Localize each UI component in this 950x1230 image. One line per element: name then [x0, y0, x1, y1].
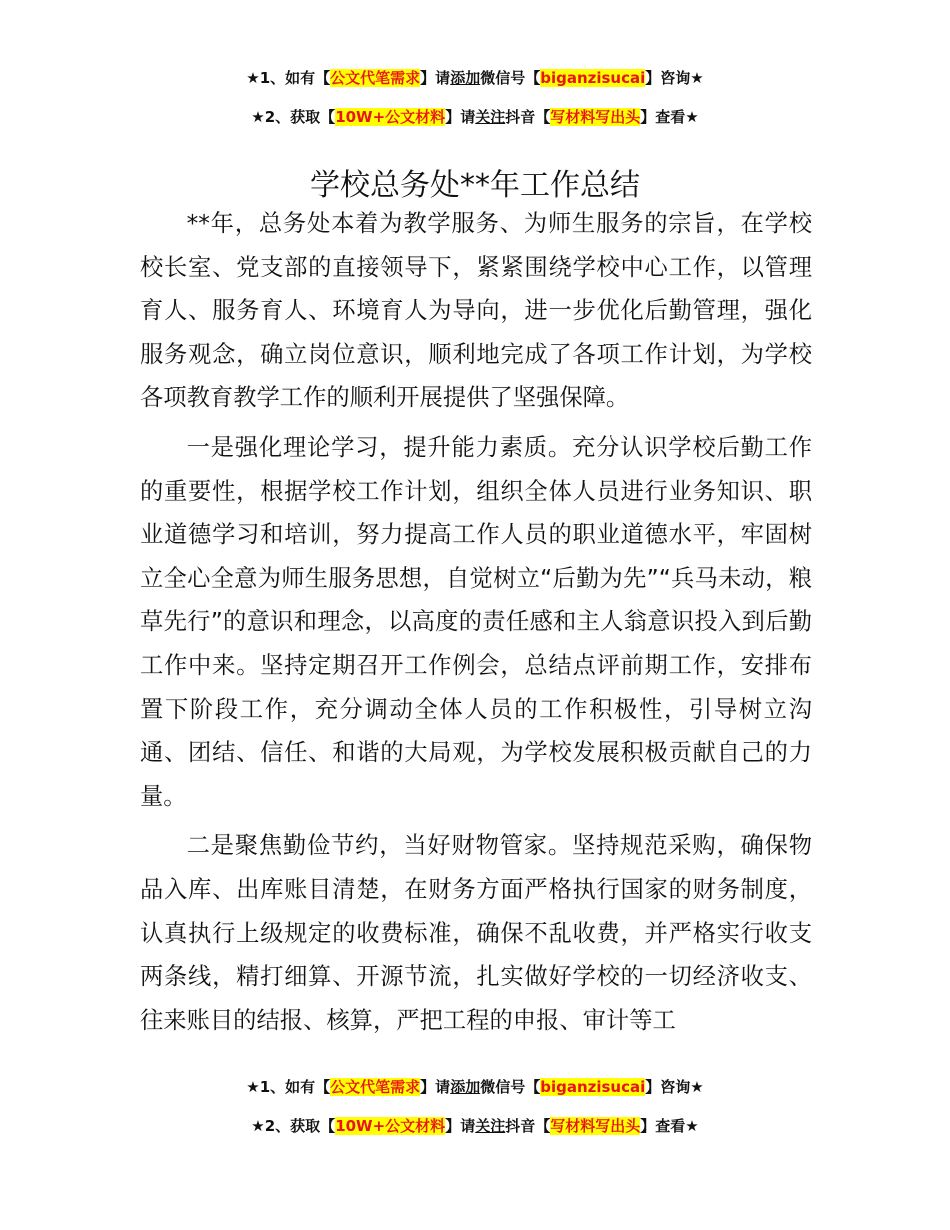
footer-banner-line-2: [0, 1115, 950, 1137]
banner-underlined: 关注: [475, 1117, 506, 1135]
banner-highlight: 10W+公文材料: [335, 1117, 446, 1135]
banner-text: 抖音【: [505, 1117, 551, 1135]
banner-text: 】查看★: [640, 1117, 699, 1135]
header-banner-line-2: [0, 106, 950, 128]
banner-text: ★2、获取【: [251, 1117, 336, 1135]
banner-highlight: 10W+公文材料: [335, 108, 446, 126]
banner-highlight: biganzisucai: [540, 1078, 646, 1096]
banner-text: 】请: [445, 108, 476, 126]
banner-text: 】请: [420, 1078, 451, 1096]
banner-highlight: 公文代笔需求: [330, 1078, 421, 1096]
banner-text: 】请: [445, 1117, 476, 1135]
document-title: 学校总务处**年工作总结: [310, 168, 640, 204]
banner-text: 抖音【: [505, 108, 551, 126]
header-banner-line-1: [0, 67, 950, 89]
banner-text: 】请: [420, 69, 451, 87]
paragraph-theory-study: 一是强化理论学习，提升能力素质。充分认识学校后勤工作的重要性，根据学校工作计划，组织全体人员进行业务知识、职业道德学习和培训，努力提高工作人员的职业道德水平，牢固树立全心全意为师生服务思想，自觉树立“后勤为先”“兵马未动，粮草先行”的意识和理念，以高度的责任感和主人翁意识投入到后勤工作中来。坚持定期召开工作例会，总结点评前期工作，安排布置下阶段工作，充分调动全体人员的工作积极性，引导树立沟通、团结、信任、和谐的大局观，为学校发展积极贡献自己的力量。: [140, 433, 812, 810]
banner-highlight: 写材料写出头: [550, 1117, 641, 1135]
banner-text: ★1、如有【: [246, 69, 331, 87]
banner-text: 微信号【: [480, 69, 541, 87]
banner-highlight: 写材料写出头: [550, 108, 641, 126]
banner-text: ★1、如有【: [246, 1078, 331, 1096]
document-body: [140, 202, 812, 1048]
banner-highlight: biganzisucai: [540, 69, 646, 87]
banner-highlight: 公文代笔需求: [330, 69, 421, 87]
footer-banner-line-1: [0, 1076, 950, 1098]
banner-underlined: 添加: [450, 1078, 481, 1096]
banner-text: ★2、获取【: [251, 108, 336, 126]
banner-text: 】咨询★: [645, 69, 704, 87]
paragraph-intro: **年，总务处本着为教学服务、为师生服务的宗旨，在学校校长室、党支部的直接领导下，紧紧围绕学校中心工作，以管理育人、服务育人、环境育人为导向，进一步优化后勤管理，强化服务观念，确立岗位意识，顺利地完成了各项工作计划，为学校各项教育教学工作的顺利开展提供了坚强保障。: [140, 210, 812, 412]
banner-underlined: 添加: [450, 69, 481, 87]
banner-text: 】咨询★: [645, 1078, 704, 1096]
banner-text: 】查看★: [640, 108, 699, 126]
paragraph-frugality: 二是聚焦勤俭节约，当好财物管家。坚持规范采购，确保物品入库、出库账目清楚，在财务方面严格执行国家的财务制度，认真执行上级规定的收费标准，确保不乱收费，并严格实行收支两条线，精打细算、开源节流，扎实做好学校的一切经济收支、往来账目的结报、核算，严把工程的申报、审计等工: [140, 832, 812, 1034]
banner-underlined: 关注: [475, 108, 506, 126]
banner-text: 微信号【: [480, 1078, 541, 1096]
